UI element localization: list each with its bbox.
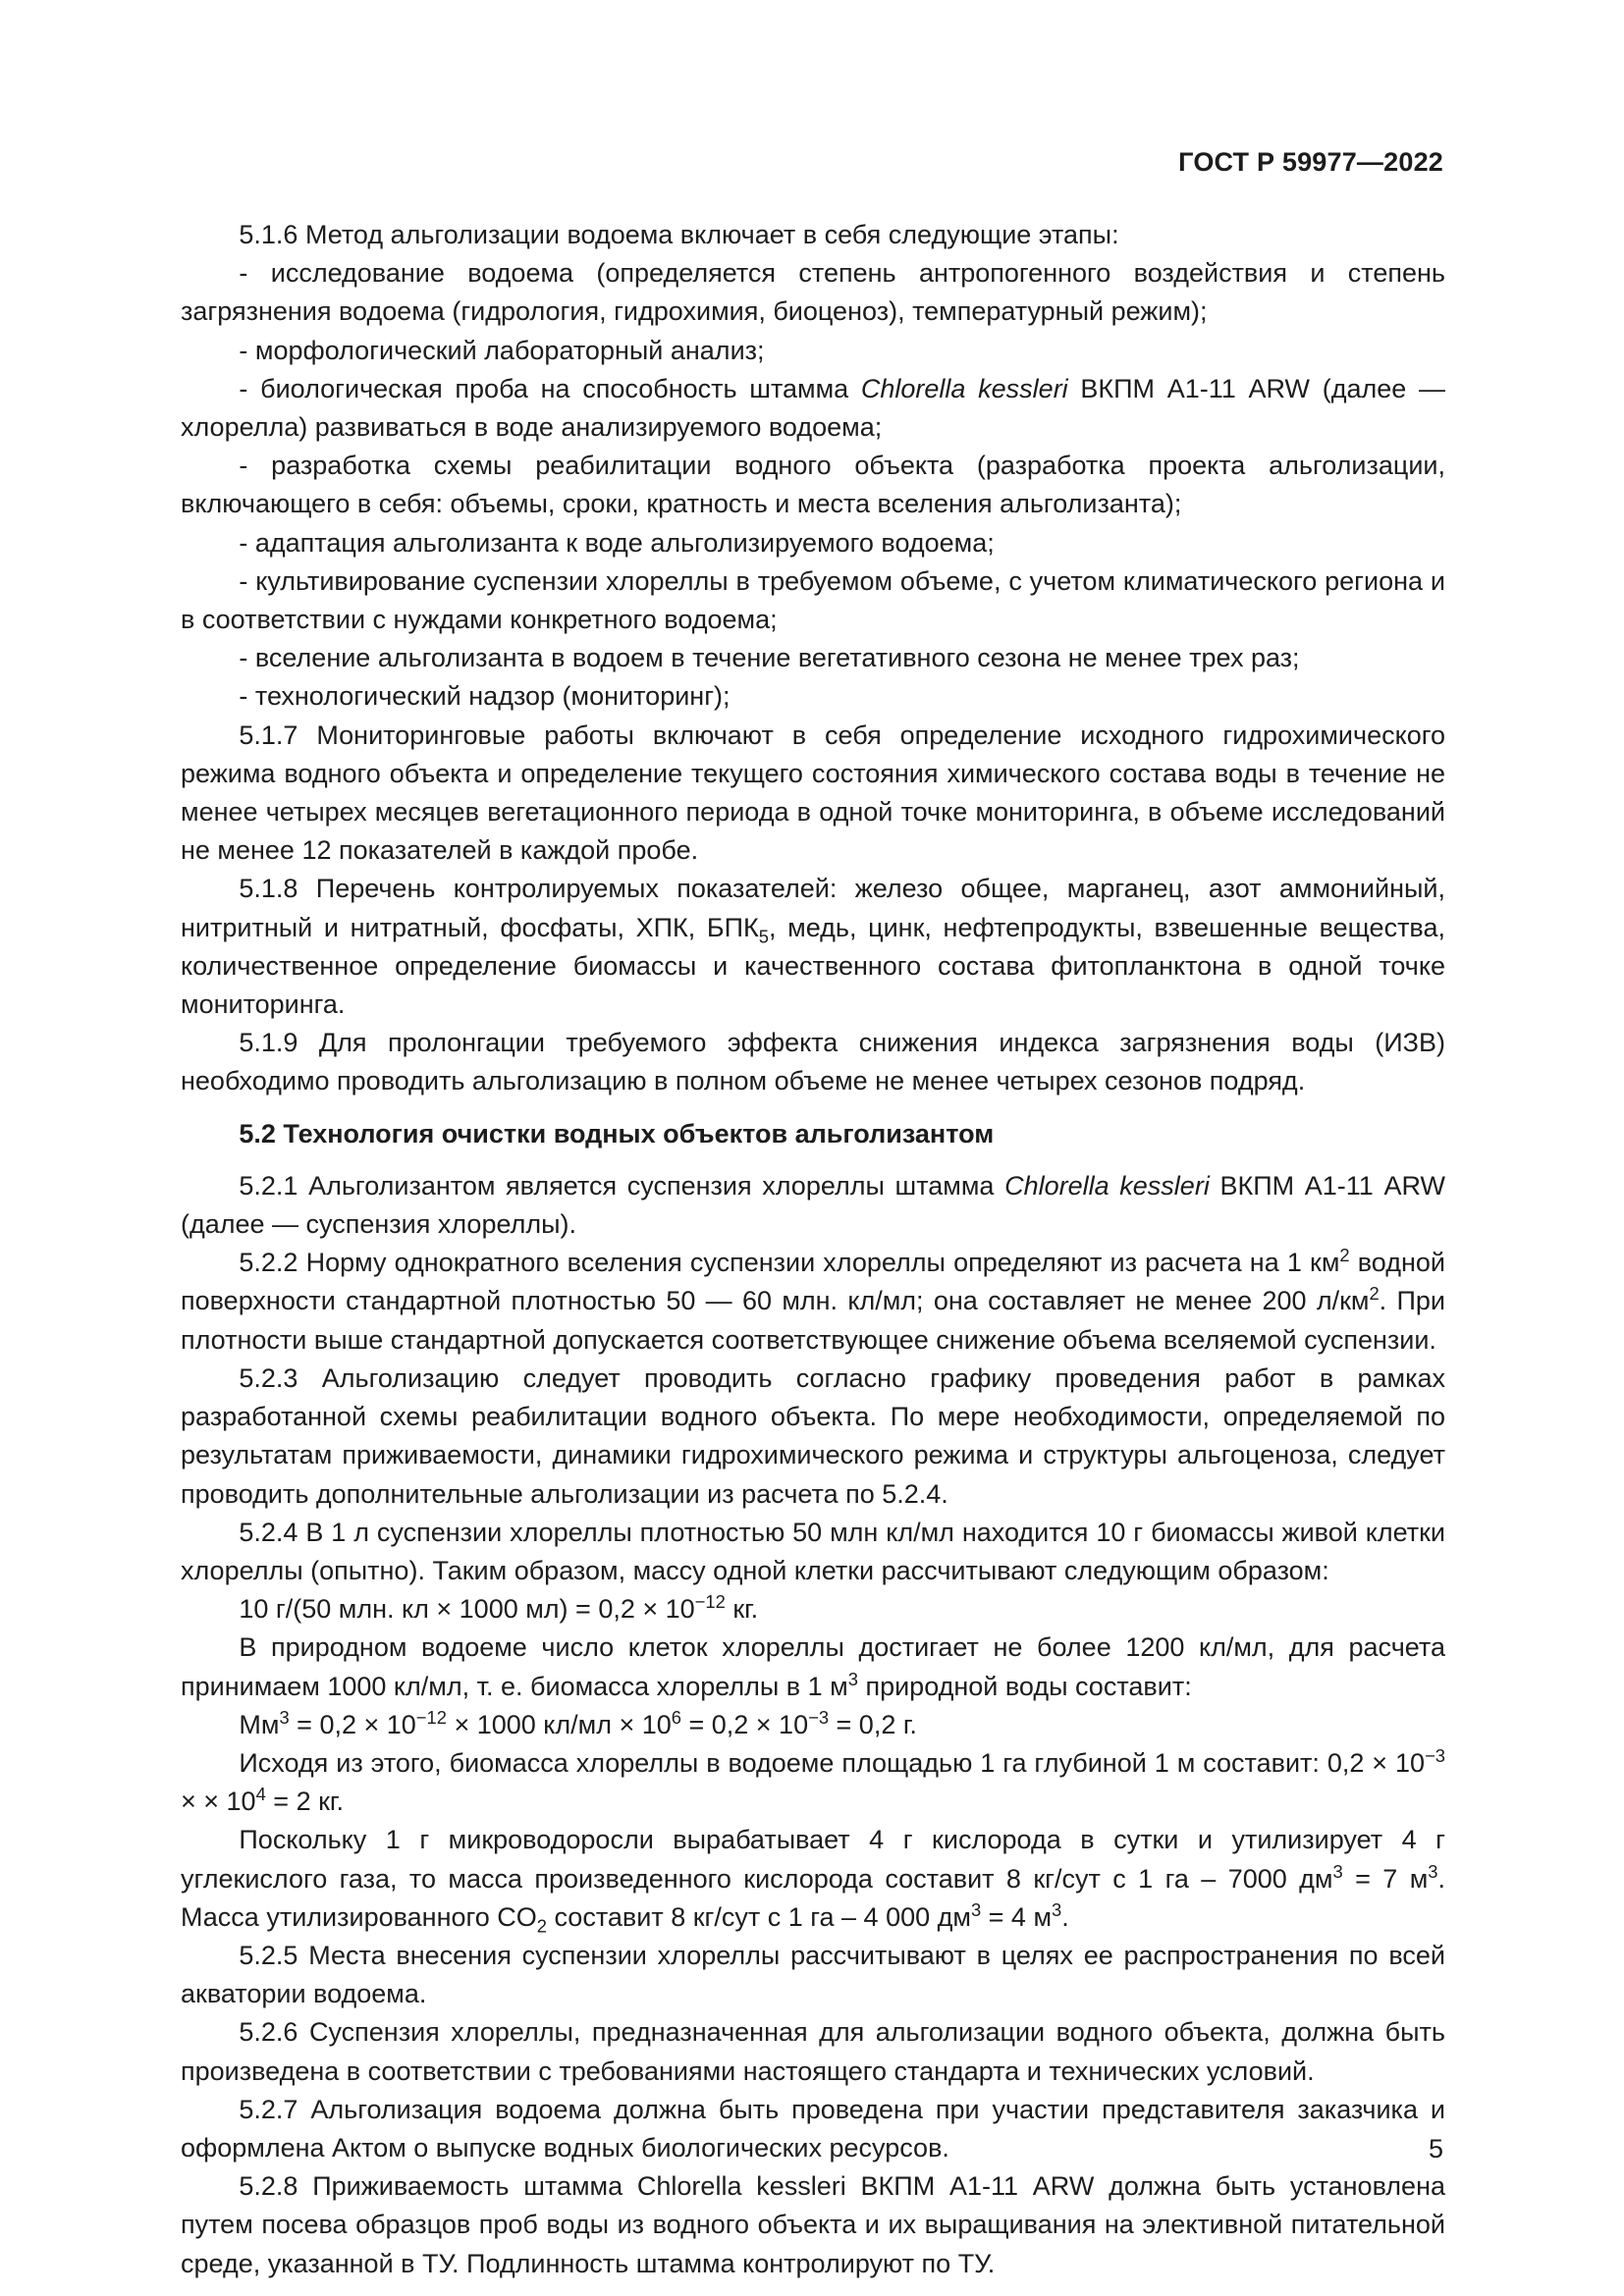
paragraph: - культивирование суспензии хлореллы в требуемом объеме, с учетом климатического региона и в соответствии с нуждами конкретного водоема; xyxy=(181,565,1445,635)
document-body xyxy=(181,216,1445,2283)
paragraph: Исходя из этого, биомасса хлореллы в водоеме площадью 1 га глубиной 1 м составит: $0,2 \times 10^{-3}$ × × $10^4 = 2$ кг. xyxy=(181,1744,1445,1817)
paragraph: 5.2.4 В 1 л суспензии хлореллы плотностью 50 млн кл/мл находится 10 г биомассы живой клетки хлореллы (опытно). Таким образом, массу одной клетки рассчитывают следующим образом: xyxy=(181,1517,1445,1585)
paragraph: - вселение альголизанта в водоем в течение вегетативного сезона не менее трех раз; xyxy=(239,643,1300,673)
paragraph: 5.2.8 Приживаемость штамма Chlorella kessleri ВКПМ А1-11 ARW должна быть установлена путем посева образцов проб воды из водного объекта и их выращивания на элективной питательной среде, указанной в ТУ. Подлинность штамма контролируют по ТУ. xyxy=(181,2171,1445,2278)
paragraph: 5.1.7 Мониторинговые работы включают в себя определение исходного гидрохимического режима водного объекта и определение текущего состояния химического состава воды в течение не менее четырех месяцев вегетационного периода в одной точке мониторинга, в объеме исследований не менее 12 показателей в каждой пробе. xyxy=(181,720,1445,866)
paragraph: - исследование водоема (определяется степень антропогенного воздействия и степень загрязнения водоема (гидрология, гидрохимия, биоценоз), температурный режим); xyxy=(181,258,1445,327)
paragraph: - биологическая проба на способность штамма Chlorella kessleri ВКПМ А1-11 ARW (далее — хлорелла) развиваться в воде анализируемого водоема; xyxy=(181,373,1445,443)
paragraph: 5.1.9 Для пролонгации требуемого эффекта снижения индекса загрязнения воды (ИЗВ) необходимо проводить альголизацию в полном объеме не менее четырех сезонов подряд. xyxy=(181,1028,1445,1096)
paragraph: - технологический надзор (мониторинг); xyxy=(239,681,731,712)
document-header: ГОСТ Р 59977—2022 xyxy=(1178,147,1443,177)
paragraph: - разработка схемы реабилитации водного объекта (разработка проекта альголизации, включающего в себя: объемы, сроки, кратность и места вселения альголизанта); xyxy=(181,451,1445,519)
paragraph: - адаптация альголизанта к воде альголизируемого водоема; xyxy=(239,527,995,558)
paragraph: В природном водоеме число клеток хлореллы достигает не более 1200 кл/мл, для расчета принимаем 1000 кл/мл, т. е. биомасса хлореллы в 1 $м^3$ природной воды составит: xyxy=(181,1632,1445,1701)
section-heading: 5.2 Технология очистки водных объектов альголизантом xyxy=(239,1118,995,1148)
paragraph: 5.2.7 Альголизация водоема должна быть проведена при участии представителя заказчика и оформлена Актом о выпуске водных биологических ресурсов. xyxy=(181,2094,1445,2163)
paragraph: 5.2.6 Суспензия хлореллы, предназначенная для альголизации водного объекта, должна быть произведена в соответствии с требованиями настоящего стандарта и технических условий. xyxy=(181,2017,1445,2086)
paragraph: 5.1.6 Метод альголизации водоема включает в себя следующие этапы: xyxy=(239,220,1119,249)
paragraph: 5.1.8 Перечень контролируемых показателей: железо общее, марганец, азот аммонийный, нитритный и нитратный, фосфаты, ХПК, $БПК_5$, медь, цинк, нефтепродукты, взвешенные вещества, количественное определение биомассы и качественного состава фитопланктона в одной точке мониторинга. xyxy=(181,874,1445,1020)
paragraph: $Мм^3 = 0,2 \times 10^{-12} \times 1000$ $кл/мл \times 10^6 = 0,2 \times 10^{-3} = 0,2$ г. xyxy=(239,1706,917,1739)
page-number: 5 xyxy=(1428,2134,1443,2163)
paragraph: 5.2.5 Места внесения суспензии хлореллы рассчитывают в целях ее распространения по всей акватории водоема. xyxy=(181,1940,1445,2009)
paragraph: 5.2.2 Норму однократного вселения суспензии хлореллы определяют из расчета на 1 $км^2$ водной поверхности стандартной плотностью 50 — 60 млн. кл/мл; она составляет не менее 200 $л/км^2$. При плотности выше стандартной допускается соответствующее снижение объема вселяемой суспензии. xyxy=(181,1245,1445,1355)
paragraph: 5.2.1 Альголизантом является суспензия хлореллы штамма Chlorella kessleri ВКПМ А1-11 ARW (далее — суспензия хлореллы). xyxy=(181,1170,1445,1240)
paragraph: 5.2.3 Альголизацию следует проводить согласно графику проведения работ в рамках разработанной схемы реабилитации водного объекта. По мере необходимости, определяемой по результатам приживаемости, динамики гидрохимического режима и структуры альгоценоза, следует проводить дополнительные альголизации из расчета по 5.2.4. xyxy=(181,1362,1445,1509)
paragraph: Поскольку 1 г микроводоросли вырабатывает 4 г кислорода в сутки и утилизирует 4 г углекислого газа, то масса произведенного кислорода составит 8 кг/сут с 1 га – 7000 $дм^3 = 7$ $м^3$. Масса утилизированного $CO_2$ составит 8 кг/сут с 1 га – 4 000 $дм^3 = 4$ $м^3$. xyxy=(181,1825,1445,1937)
paragraph: 10 г/(50 млн. кл × 1000 $мл) = 0,2 \times 10^{-12}$ кг. xyxy=(239,1591,759,1625)
paragraph: - морфологический лабораторный анализ; xyxy=(239,335,765,365)
